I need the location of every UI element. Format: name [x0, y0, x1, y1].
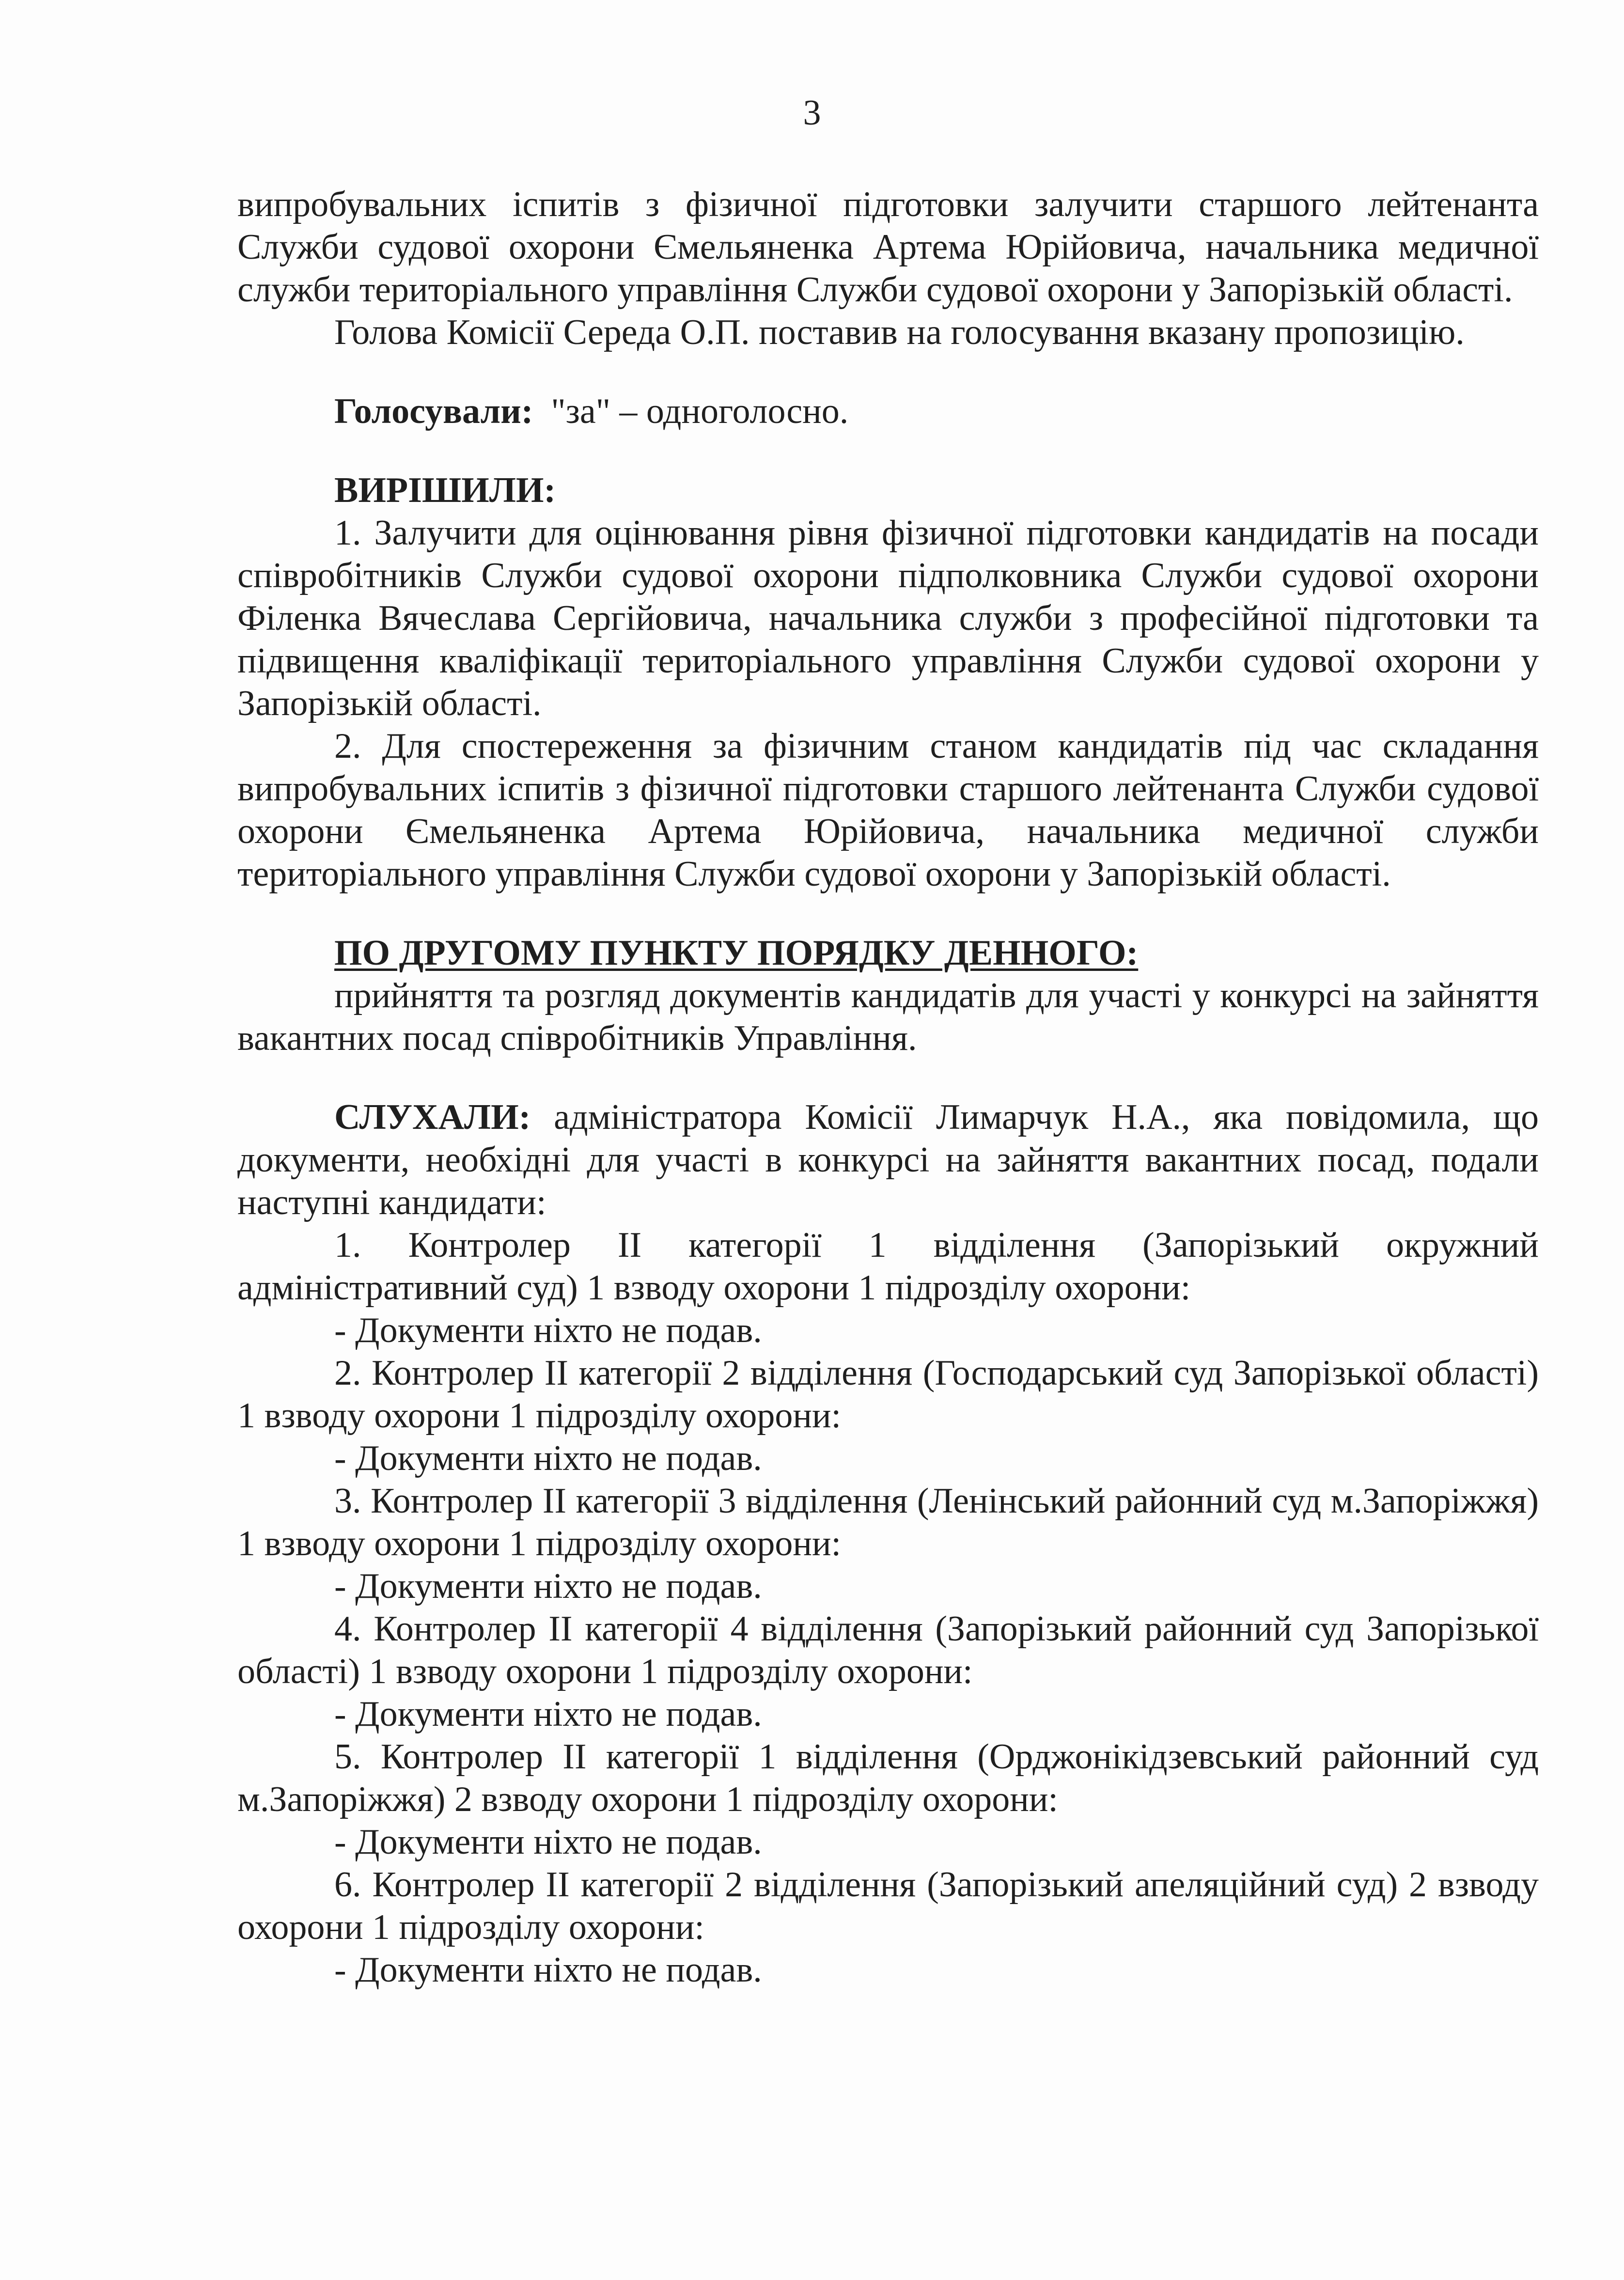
second-item-heading: ПО ДРУГОМУ ПУНКТУ ПОРЯДКУ ДЕННОГО:	[334, 933, 1139, 973]
position-note: - Документи ніхто не подав.	[334, 1950, 762, 1990]
vote-line	[237, 390, 1539, 433]
positions-list	[237, 1224, 1539, 1991]
second-item-text: прийняття та розгляд документів кандидатів для участі у конкурсі на зайняття вакантних посад співробітників Управління.	[237, 976, 1539, 1058]
decided-heading: ВИРІШИЛИ:	[334, 470, 556, 510]
position-item: 5. Контролер ІІ категорії 1 відділення (Орджонікідзевський районний суд м.Запоріжжя) 2 взводу охорони 1 підрозділу охорони:	[237, 1737, 1539, 1819]
position-note: - Документи ніхто не подав.	[334, 1438, 762, 1478]
position-item: 4. Контролер ІІ категорії 4 відділення (Запорізький районний суд Запорізької області) 1 взводу охорони 1 підрозділу охорони:	[237, 1609, 1539, 1691]
position-note: - Документи ніхто не подав.	[334, 1694, 762, 1734]
position-item: 2. Контролер ІІ категорії 2 відділення (Господарський суд Запорізької області) 1 взводу охорони 1 підрозділу охорони:	[237, 1353, 1539, 1436]
position-note: - Документи ніхто не подав.	[334, 1311, 762, 1350]
document-body	[237, 183, 1539, 1991]
position-item: 6. Контролер ІІ категорії 2 відділення (Запорізький апеляційний суд) 2 взводу охорони 1 підрозділу охорони:	[237, 1865, 1539, 1947]
decided-item-2: 2. Для спостереження за фізичним станом кандидатів під час складання випробувальних іспитів з фізичної підготовки старшого лейтенанта Служби судової охорони Ємельяненка Артема Юрійовича, начальника медичної служби територіального управління Служби судової охорони у Запорізькій області.	[237, 726, 1539, 894]
position-item: 1. Контролер ІІ категорії 1 відділення (Запорізький окружний адміністративний суд) 1 взводу охорони 1 підрозділу охорони:	[237, 1225, 1539, 1308]
position-note: - Документи ніхто не подав.	[334, 1566, 762, 1606]
heard-text: адміністратора Комісії Лимарчук Н.А., яка повідомила, що документи, необхідні для участі в конкурсі на зайняття вакантних посад, подали наступні кандидати:	[237, 1097, 1539, 1222]
intro-paragraph: випробувальних іспитів з фізичної підготовки залучити старшого лейтенанта Служби судової охорони Ємельяненка Артема Юрійовича, начальника медичної служби територіального управління Служби судової охорони у Запорізькій області.	[237, 185, 1539, 310]
position-note: - Документи ніхто не подав.	[334, 1822, 762, 1862]
vote-label: Голосували:	[334, 391, 533, 431]
position-item: 3. Контролер ІІ категорії 3 відділення (Ленінський районний суд м.Запоріжжя) 1 взводу охорони 1 підрозділу охорони:	[237, 1481, 1539, 1563]
decided-item-1: 1. Залучити для оцінювання рівня фізичної підготовки кандидатів на посади співробітників Служби судової охорони підполковника Служби судової охорони Філенка Вячеслава Сергійовича, начальника служби з професійної підготовки та підвищення кваліфікації територіального управління Служби судової охорони у Запорізькій області.	[237, 513, 1539, 723]
vote-result: "за" – одноголосно.	[551, 391, 849, 431]
heard-paragraph	[237, 1096, 1539, 1224]
heard-label: СЛУХАЛИ:	[334, 1097, 531, 1137]
page-number: 3	[803, 93, 821, 133]
chair-vote-paragraph: Голова Комісії Середа О.П. поставив на голосування вказану пропозицію.	[334, 312, 1465, 352]
